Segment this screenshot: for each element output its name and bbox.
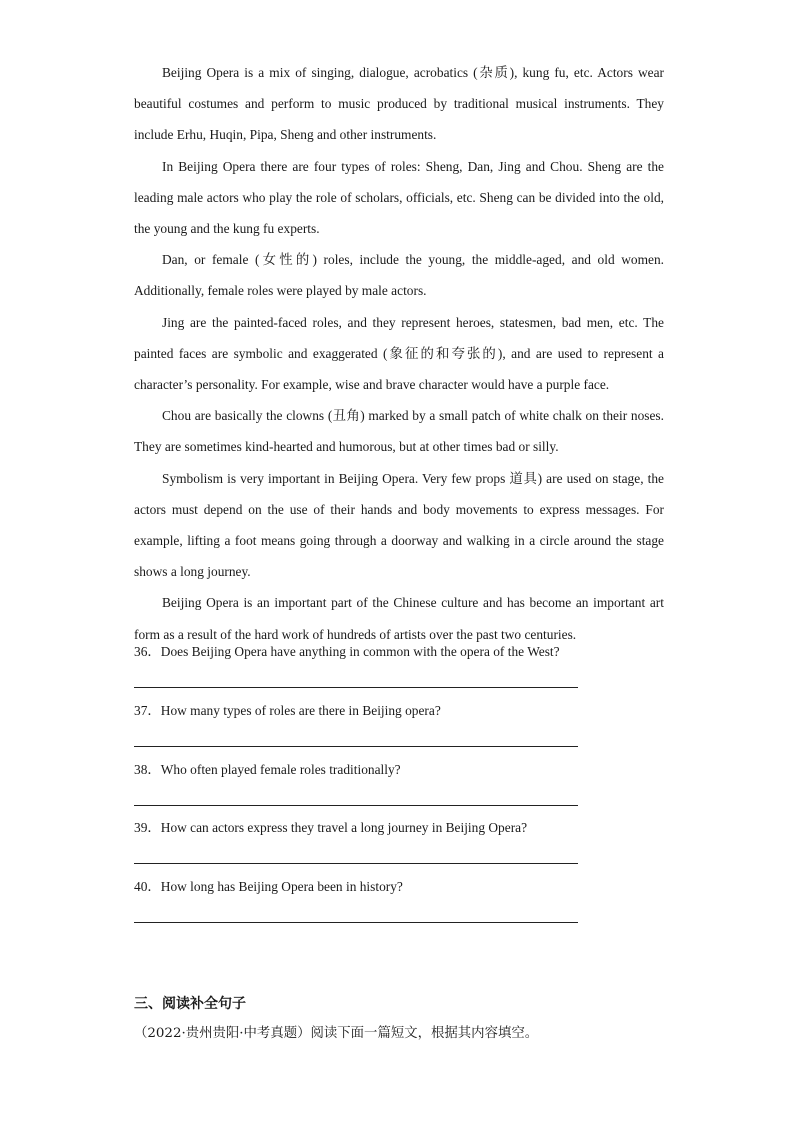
answer-line-36[interactable] bbox=[134, 687, 578, 688]
question-36: 36．Does Beijing Opera have anything in common with the opera of the West? bbox=[134, 644, 560, 659]
answer-line-37[interactable] bbox=[134, 746, 578, 747]
reading-passage bbox=[134, 57, 664, 650]
section-title: 三、阅读补全句子 bbox=[134, 996, 246, 1012]
question-37: 37．How many types of roles are there in Beijing opera? bbox=[134, 703, 441, 718]
paragraph-3: Dan, or female (女性的) roles, include the young, the middle-aged, and old women. Additionally, female roles were played by male actors. bbox=[134, 252, 664, 299]
answer-line-38[interactable] bbox=[134, 805, 578, 806]
section-instruction: （2022·贵州贵阳·中考真题）阅读下面一篇短文，根据其内容填空。 bbox=[134, 1026, 539, 1041]
paragraph-7: Beijing Opera is an important part of the Chinese culture and has become an important art form as a result of the hard work of hundreds of artists over the past two centuries. bbox=[134, 595, 664, 642]
paragraph-5: Chou are basically the clowns (丑角) marked by a small patch of white chalk on their noses. They are sometimes kind-hearted and humorous, but at other times bad or silly. bbox=[134, 408, 664, 455]
paragraph-6: Symbolism is very important in Beijing Opera. Very few props 道具) are used on stage, the actors must depend on the use of their hands and body movements to express messages. For example, lifting a foot means going through a doorway and walking in a circle around the stage shows a long journey. bbox=[134, 470, 664, 580]
answer-line-40[interactable] bbox=[134, 922, 578, 923]
paragraph-1: Beijing Opera is a mix of singing, dialogue, acrobatics (杂质), kung fu, etc. Actors wear beautiful costumes and perform to music produced by traditional musical instruments. They include Erhu, Huqin, Pipa, Sheng and other instruments. bbox=[134, 65, 664, 143]
question-39: 39．How can actors express they travel a long journey in Beijing Opera? bbox=[134, 820, 528, 835]
question-40: 40．How long has Beijing Opera been in history? bbox=[134, 879, 403, 894]
paragraph-2: In Beijing Opera there are four types of roles: Sheng, Dan, Jing and Chou. Sheng are the leading male actors who play the role of scholars, officials, etc. Sheng can be divided into the old, the young and the kung fu experts. bbox=[134, 158, 664, 237]
answer-line-39[interactable] bbox=[134, 863, 578, 864]
paragraph-4: Jing are the painted-faced roles, and they represent heroes, statesmen, bad men, etc. The painted faces are symbolic and exaggerated (象征的和夸张的), and are used to represent a character’s personality. For example, wise and brave character would have a purple face. bbox=[134, 314, 664, 393]
question-38: 38．Who often played female roles traditionally? bbox=[134, 762, 401, 777]
